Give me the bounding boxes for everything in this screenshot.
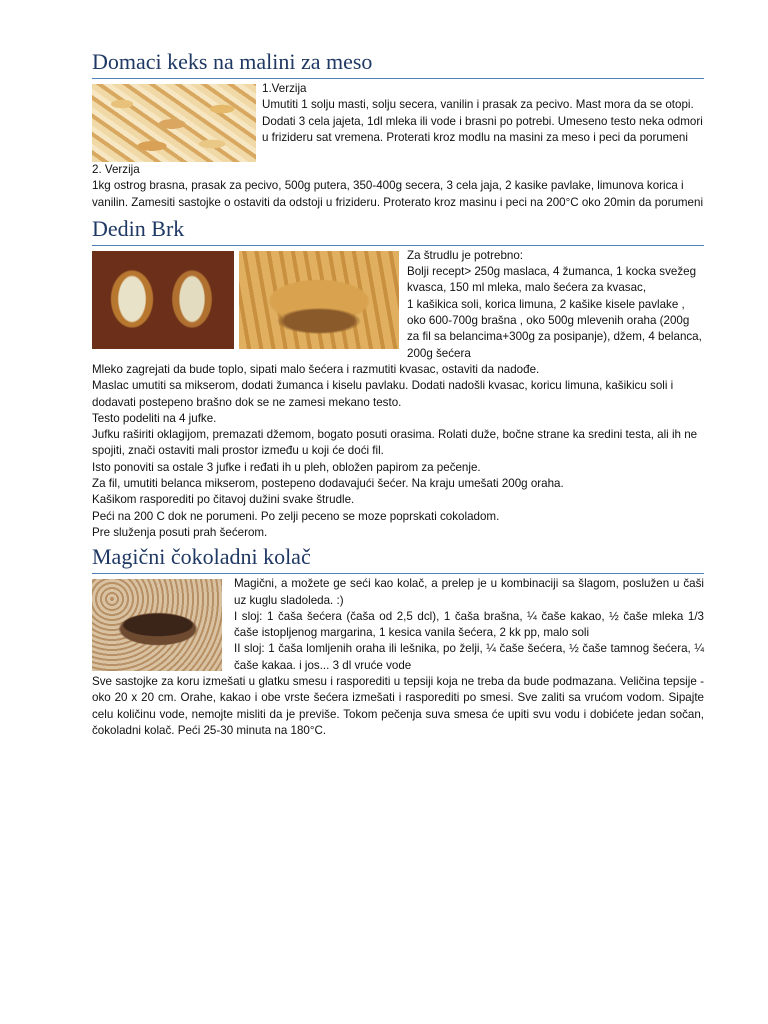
- recipe-paragraph: Magični, a možete ge seći kao kolač, a prelep je u kombinaciji sa šlagom, poslužen u čaši uz kuglu sladoleda. :): [234, 577, 704, 607]
- recipe-paragraph: I sloj: 1 čaša šećera (čaša od 2,5 dcl), 1 čaša brašna, ¼ čaše kakao, ½ čaše mleka 1/3 čaše istopljenog margarina, 1 kesica vanila šećera, 2 kk pp, malo soli: [234, 609, 704, 640]
- strudel-photo: [92, 251, 234, 349]
- recipe-title: Domaci keks na malini za meso: [92, 48, 704, 79]
- recipe-paragraph: 1.Verzija: [262, 82, 307, 95]
- recipe-section-dedin-brk: [92, 215, 704, 541]
- recipe-section-cokoladni-kolac: [92, 543, 704, 739]
- recipe-paragraph: Mleko zagrejati da bude toplo, sipati malo šećera i razmutiti kvasac, ostaviti da nadođe.: [92, 362, 540, 376]
- recipe-body: [92, 576, 704, 739]
- recipe-paragraph: Umutiti 1 solju masti, solju secera, vanilin i prasak za pecivo. Mast mora da se otopi. Dodati 3 cela jajeta, 1dl mleka ili vode i brasni po potrebi. Umeseno testo neka odmori u frizideru sat vremena. Proterati kroz modlu na masini za meso i peci da porumeni: [262, 98, 703, 144]
- recipe-paragraph: Maslac umutiti sa mikserom, dodati žumanca i kiselu pavlaku. Dodati nadošli kvasac, koricu limuna, kašikicu soli i dodavati postepeno brašno dok se ne zamesi mekano testo.: [92, 379, 674, 409]
- recipe-paragraph: 1kg ostrog brasna, prasak za pecivo, 500g putera, 350-400g secera, 3 cela jaja, 2 kasike pavlake, limunova korica i vanilin. Zamesiti sastojke o ostaviti da odstoji u frizideru. Proterato kroz masinu i peci na 200°C oko 20min da porumeni: [92, 179, 704, 209]
- recipe-section-keks: [92, 48, 704, 211]
- recipe-paragraph: Testo podeliti na 4 jufke.: [92, 411, 217, 425]
- recipe-paragraph: Peći na 200 C dok ne porumeni. Po zelji peceno se moze poprskati cokoladom.: [92, 509, 500, 523]
- recipe-body: [92, 81, 704, 211]
- recipe-document: [92, 48, 704, 739]
- recipe-paragraph: Jufku raširiti oklagijom, premazati džemom, bogato posuti orasima. Rolati duže, bočne strane ka sredini testa, ali ih ne spojiti, znači ostaviti mali prostor između u koji će doći fil.: [92, 428, 698, 458]
- recipe-title: Dedin Brk: [92, 215, 704, 246]
- strudel-slice-photo: [239, 251, 399, 349]
- recipe-body: [92, 248, 704, 541]
- chocolate-cake-photo: [92, 579, 222, 671]
- recipe-paragraph: Bolji recept> 250g maslaca, 4 žumanca, 1 kocka svežeg kvasca, 150 ml mleka, malo šećera za kvasac,: [407, 265, 697, 295]
- recipe-paragraph: Isto ponoviti sa ostale 3 jufke i ređati ih u pleh, obložen papirom za pečenje.: [92, 460, 481, 474]
- recipe-paragraph: II sloj: 1 čaša lomljenih oraha ili lešnika, po želji, ¼ čaše šećera, ½ čaše tamnog šećera, ¼ čaše kakaa. i jos... 3 dl vruće vode: [234, 642, 704, 672]
- recipe-paragraph: 2. Verzija: [92, 163, 140, 176]
- recipe-paragraph: Za fil, umutiti belanca mikserom, postepeno dodavajući šećer. Na kraju umešati 200g oraha.: [92, 477, 564, 491]
- recipe-title: Magični čokoladni kolač: [92, 543, 704, 574]
- recipe-paragraph: Za štrudlu je potrebno:: [407, 248, 524, 262]
- recipe-paragraph: 1 kašikica soli, korica limuna, 2 kašike kisele pavlake , oko 600-700g brašna , oko 500g mlevenih oraha (200g za fil sa belancima+300g za posipanje), džem, 4 belanca, 200g šećera: [407, 297, 702, 360]
- cookies-photo: [92, 84, 256, 162]
- recipe-paragraph: Kašikom rasporediti po čitavoj dužini svake štrudle.: [92, 493, 355, 507]
- recipe-paragraph: Sve sastojke za koru izmešati u glatku smesu i rasporediti u tepsiji koja ne treba da bude podmazana. Veličina tepsije - oko 20 x 20 cm. Orahe, kakao i obe vrste šećera izmešati i rasporediti po smesi. Sve zaliti sa vrućom vodom. Sipajte celu količinu vode, nemojte misliti da je previše. Tokom pečenja suva smesa će upiti svu vodu i dobićete jedan sočan, čokoladni kolač. Peći 25-30 minuta na 180°C.: [92, 675, 704, 737]
- recipe-paragraph: Pre služenja posuti prah šećerom.: [92, 525, 268, 539]
